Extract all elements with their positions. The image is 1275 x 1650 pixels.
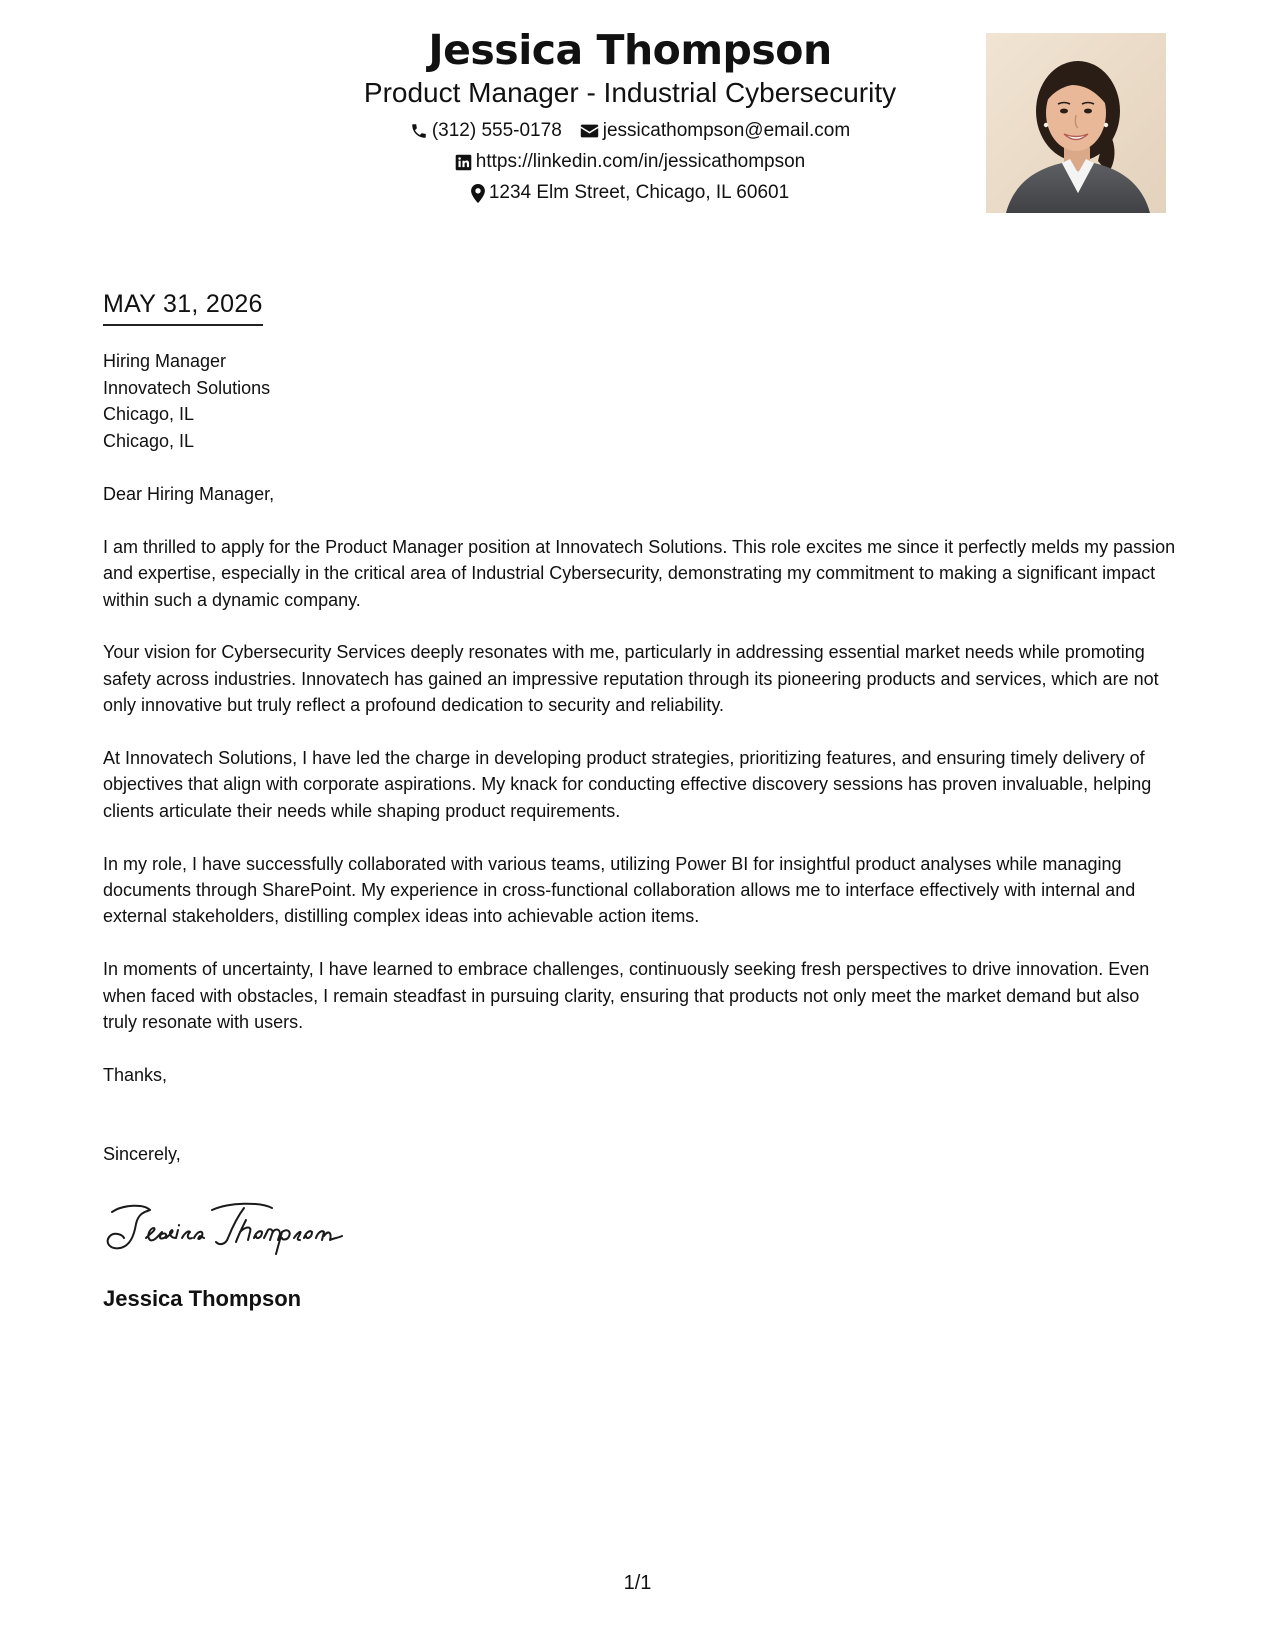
contact-line-address bbox=[280, 182, 980, 204]
header bbox=[280, 24, 980, 204]
linkedin-url[interactable]: https://linkedin.com/in/jessicathompson bbox=[475, 151, 806, 172]
street-address: 1234 Elm Street, Chicago, IL 60601 bbox=[488, 182, 790, 203]
email-address[interactable]: jessicathompson@email.com bbox=[602, 120, 851, 141]
recipient-line: Chicago, IL bbox=[103, 404, 195, 424]
phone-number: (312) 555-0178 bbox=[431, 120, 562, 141]
envelope-icon bbox=[580, 123, 599, 139]
body-paragraph: I am thrilled to apply for the Product Manager position at Innovatech Solutions. This role excites me since it perfectly melds my passion and expertise, especially in the critical area of Industrial Cybersecurity, demonstrating my commitment to making a significant impact within such a dynamic company. bbox=[103, 536, 1176, 610]
phone-icon bbox=[410, 122, 428, 140]
contact-line-linkedin bbox=[280, 151, 980, 173]
thanks-line: Thanks, bbox=[103, 1064, 168, 1085]
letter-body bbox=[103, 481, 1178, 1115]
handwritten-signature bbox=[100, 1198, 370, 1258]
map-pin-icon bbox=[471, 184, 485, 203]
linkedin-icon bbox=[455, 154, 472, 171]
body-paragraph: Your vision for Cybersecurity Services deeply resonates with me, particularly in addressing essential market needs while promoting safety across industries. Innovatech has gained an impressive reputation through its pioneering products and services, which are not only innovative but truly reflect a profound dedication to security and reliability. bbox=[103, 642, 1159, 716]
contact-linkedin[interactable] bbox=[455, 151, 806, 173]
contact-phone bbox=[410, 120, 562, 142]
contact-address bbox=[471, 182, 789, 204]
page-number: 1/1 bbox=[623, 1572, 652, 1594]
closing-line: Sincerely, bbox=[103, 1144, 181, 1164]
profile-photo bbox=[986, 33, 1166, 213]
signatory-name: Jessica Thompson bbox=[103, 1286, 302, 1311]
contact-line-phone-email bbox=[280, 120, 980, 142]
contact-email[interactable] bbox=[580, 120, 850, 142]
body-paragraph: At Innovatech Solutions, I have led the charge in developing product strategies, prioritizing features, and ensuring timely delivery of objectives that align with corporate aspirations. My knack for conducting effective discovery sessions has proven invaluable, helping clients articulate their needs while shaping product requirements. bbox=[103, 748, 1152, 821]
body-paragraph: In my role, I have successfully collaborated with various teams, utilizing Power BI for insightful product analyses while managing documents through SharePoint. My experience in cross-functional collaboration allows me to interface effectively with internal and external stakeholders, distilling complex ideas into achievable action items. bbox=[103, 853, 1136, 927]
body-paragraph: In moments of uncertainty, I have learned to embrace challenges, continuously seeking fresh perspectives to drive innovation. Even when faced with obstacles, I remain steadfast in pursuing clarity, ensuring that products not only meet the market demand but also truly resonate with users. bbox=[103, 959, 1150, 1033]
recipient-line: Hiring Manager bbox=[103, 351, 227, 371]
applicant-title: Product Manager - Industrial Cybersecurity bbox=[363, 77, 897, 108]
salutation: Dear Hiring Manager, bbox=[103, 484, 275, 504]
recipient-line: Chicago, IL bbox=[103, 430, 195, 451]
letter-date: MAY 31, 2026 bbox=[103, 288, 263, 326]
recipient-line: Innovatech Solutions bbox=[103, 377, 271, 398]
recipient-block bbox=[103, 348, 270, 454]
applicant-name: Jessica Thompson bbox=[428, 26, 832, 74]
